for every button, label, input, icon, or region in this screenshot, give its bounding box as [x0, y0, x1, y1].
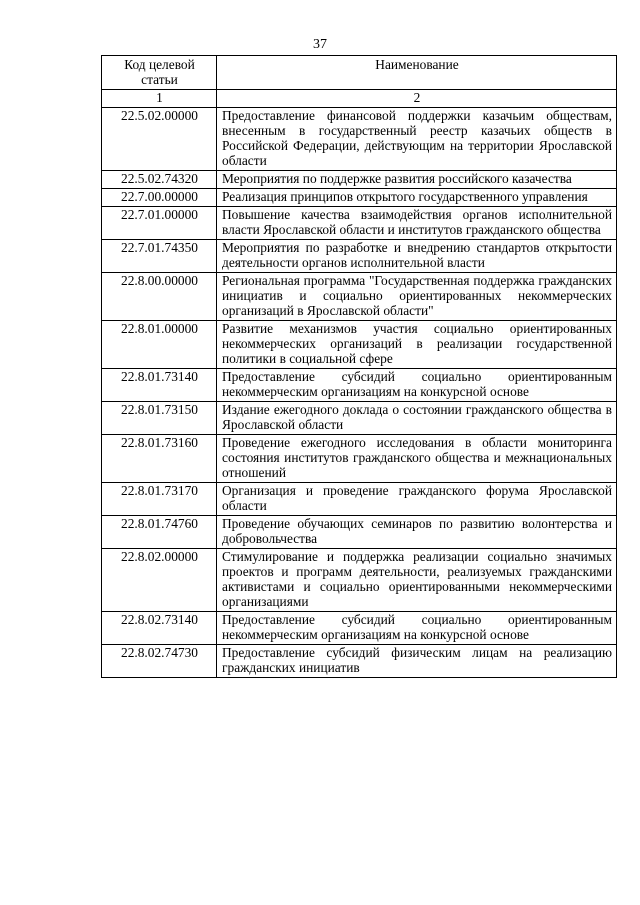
table-row	[102, 321, 617, 369]
table-header-row	[102, 56, 617, 90]
column-number-2: 2	[217, 90, 617, 108]
code-cell: 22.5.02.74320	[102, 171, 217, 189]
name-cell: Мероприятия по поддержке развития российского казачества	[217, 171, 617, 189]
name-cell: Региональная программа "Государственная поддержка гражданских инициатив и социально ориентированных некоммерческих организаций в Ярославской области"	[217, 273, 617, 321]
table-row	[102, 171, 617, 189]
column-number-row	[102, 90, 617, 108]
table-row	[102, 108, 617, 171]
table-row	[102, 402, 617, 435]
column-number-1: 1	[102, 90, 217, 108]
code-cell: 22.8.01.73160	[102, 435, 217, 483]
table-row	[102, 435, 617, 483]
table-row	[102, 516, 617, 549]
table-row	[102, 549, 617, 612]
code-cell: 22.8.01.74760	[102, 516, 217, 549]
table-row	[102, 189, 617, 207]
name-cell: Предоставление субсидий социально ориентированным некоммерческим организациям на конкурсной основе	[217, 369, 617, 402]
code-cell: 22.8.02.73140	[102, 612, 217, 645]
table-row	[102, 645, 617, 678]
name-cell: Мероприятия по разработке и внедрению стандартов открытости деятельности органов исполнительной власти	[217, 240, 617, 273]
table-row	[102, 369, 617, 402]
code-cell: 22.8.01.73140	[102, 369, 217, 402]
name-cell: Предоставление субсидий социально ориентированным некоммерческим организациям на конкурсной основе	[217, 612, 617, 645]
name-cell: Предоставление финансовой поддержки казачьим обществам, внесенным в государственный реестр казачьих обществ в Российской Федерации, действующим на территории Ярославской области	[217, 108, 617, 171]
code-cell: 22.8.02.74730	[102, 645, 217, 678]
name-cell: Реализация принципов открытого государственного управления	[217, 189, 617, 207]
code-cell: 22.8.01.73170	[102, 483, 217, 516]
code-cell: 22.8.01.00000	[102, 321, 217, 369]
table-row	[102, 240, 617, 273]
name-cell: Проведение ежегодного исследования в области мониторинга состояния институтов гражданского общества и межнациональных отношений	[217, 435, 617, 483]
table-row	[102, 483, 617, 516]
name-cell: Проведение обучающих семинаров по развитию волонтерства и добровольчества	[217, 516, 617, 549]
code-cell: 22.7.01.00000	[102, 207, 217, 240]
name-cell: Предоставление субсидий физическим лицам на реализацию гражданских инициатив	[217, 645, 617, 678]
name-cell: Организация и проведение гражданского форума Ярославской области	[217, 483, 617, 516]
code-cell: 22.8.01.73150	[102, 402, 217, 435]
code-cell: 22.7.00.00000	[102, 189, 217, 207]
budget-codes-table	[101, 55, 617, 678]
header-code: Код целевой статьи	[102, 56, 217, 90]
header-name: Наименование	[217, 56, 617, 90]
name-cell: Развитие механизмов участия социально ориентированных некоммерческих организаций в реализации государственной политики в социальной сфере	[217, 321, 617, 369]
page-number: 37	[313, 37, 327, 52]
name-cell: Повышение качества взаимодействия органов исполнительной власти Ярославской области и институтов гражданского общества	[217, 207, 617, 240]
code-cell: 22.5.02.00000	[102, 108, 217, 171]
table-row	[102, 207, 617, 240]
name-cell: Стимулирование и поддержка реализации социально значимых проектов и программ деятельности, реализуемых гражданскими активистами и социально ориентированными некоммерческими организациями	[217, 549, 617, 612]
code-cell: 22.8.00.00000	[102, 273, 217, 321]
name-cell: Издание ежегодного доклада о состоянии гражданского общества в Ярославской области	[217, 402, 617, 435]
code-cell: 22.8.02.00000	[102, 549, 217, 612]
table-row	[102, 612, 617, 645]
table-row	[102, 273, 617, 321]
code-cell: 22.7.01.74350	[102, 240, 217, 273]
